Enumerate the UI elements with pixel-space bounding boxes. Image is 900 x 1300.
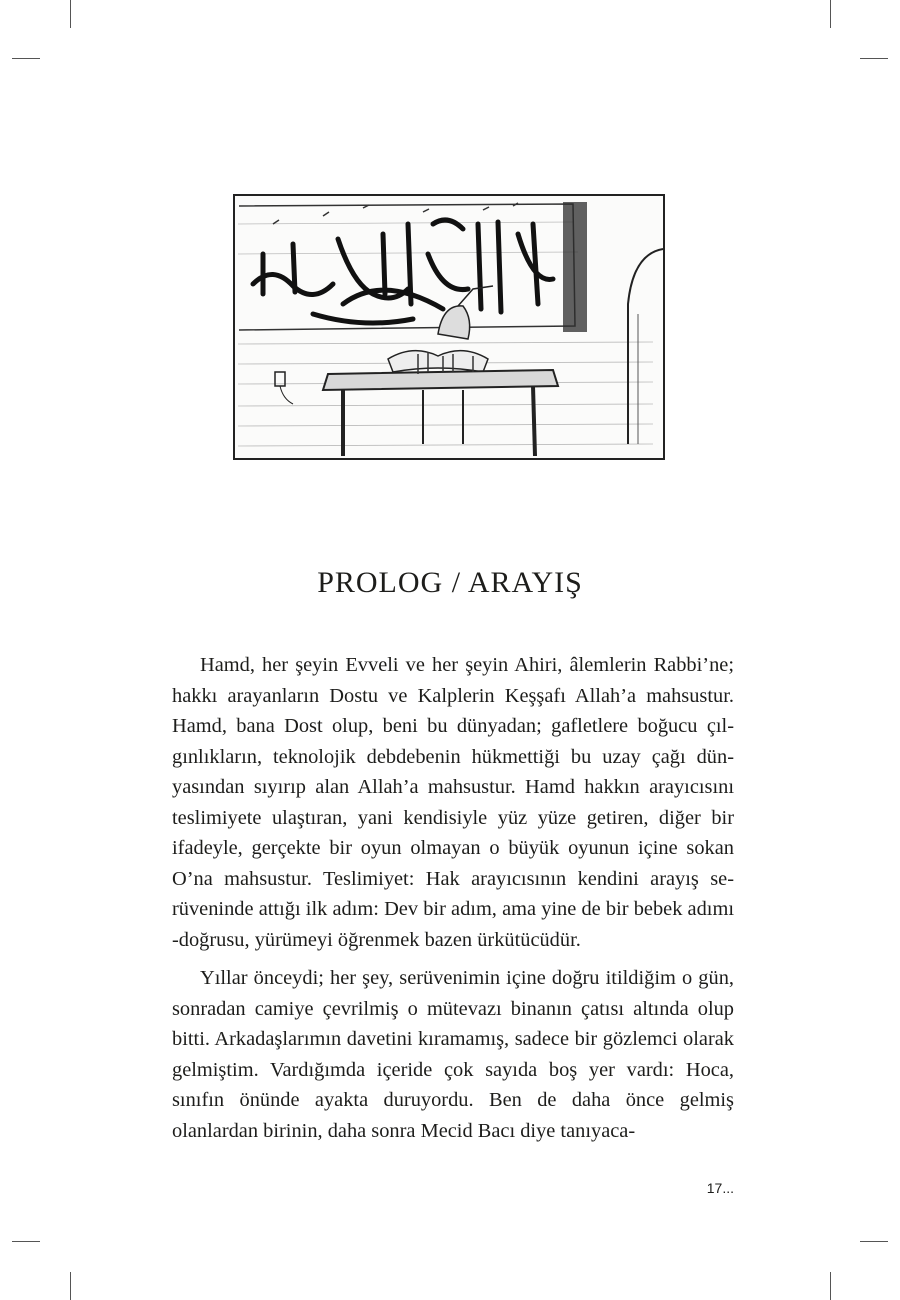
paragraph-2: Yıllar önceydi; her şey, serüvenimin içine doğru itildiğim o gün, sonradan camiye çevrilmiş o mütevazı binanın çatısı altında olup bitti. Arkadaşlarımın davetini kıramamış, sadece bir gözlemci olarak gelmiştim. Vardığımda içeride çok sayıda boş yer vardı: Hoca, sınıfın önünde ayakta duruyordu. Ben de daha önce gelmiş olanlardan birinin, daha sonra Mecid Bacı diye tanıyaca- bbox=[172, 967, 734, 1142]
crop-mark-bottom-right-v bbox=[830, 1272, 831, 1300]
crop-mark-top-right-h bbox=[860, 58, 888, 59]
crop-mark-bottom-left-h bbox=[12, 1241, 40, 1242]
chapter-illustration bbox=[233, 194, 665, 460]
chapter-title: PROLOG / ARAYIŞ bbox=[317, 566, 583, 599]
page-number: 17... bbox=[706, 1180, 734, 1196]
crop-mark-top-right-v bbox=[830, 0, 831, 28]
crop-mark-bottom-right-h bbox=[860, 1241, 888, 1242]
crop-mark-top-left-v bbox=[70, 0, 71, 28]
body-text bbox=[172, 650, 734, 1154]
crop-mark-top-left-h bbox=[12, 58, 40, 59]
paragraph-1: Hamd, her şeyin Evveli ve her şeyin Ahiri, âlemlerin Rabbi’ne; hakkı arayanların Dostu ve Kalplerin Keşşafı Allah’a mahsustur. Hamd, bana Dost olup, beni bu dünyadan; gafletlere boğucu çılgınlıkların, teknolojik debdebenin hükmettiği bu uzay çağı dünyasından sıyırıp alan Allah’a mahsustur. Hamd hakkın arayıcısını teslimiyete ulaştıran, yani kendisiyle yüz yüze getiren, diğer bir ifadeyle, gerçekte bir oyun olmayan o büyük oyunun içine sokan O’na mahsustur. Teslimiyet: Hak arayıcısının kendini arayış serüveninde attığı ilk adım: Dev bir adım, ama yine de bir bebek adımı -doğrusu, yürümeyi öğrenmek bazen ürkütücüdür. bbox=[172, 654, 734, 951]
crop-mark-bottom-left-v bbox=[70, 1272, 71, 1300]
calligraphy-sketch-icon bbox=[233, 194, 665, 460]
